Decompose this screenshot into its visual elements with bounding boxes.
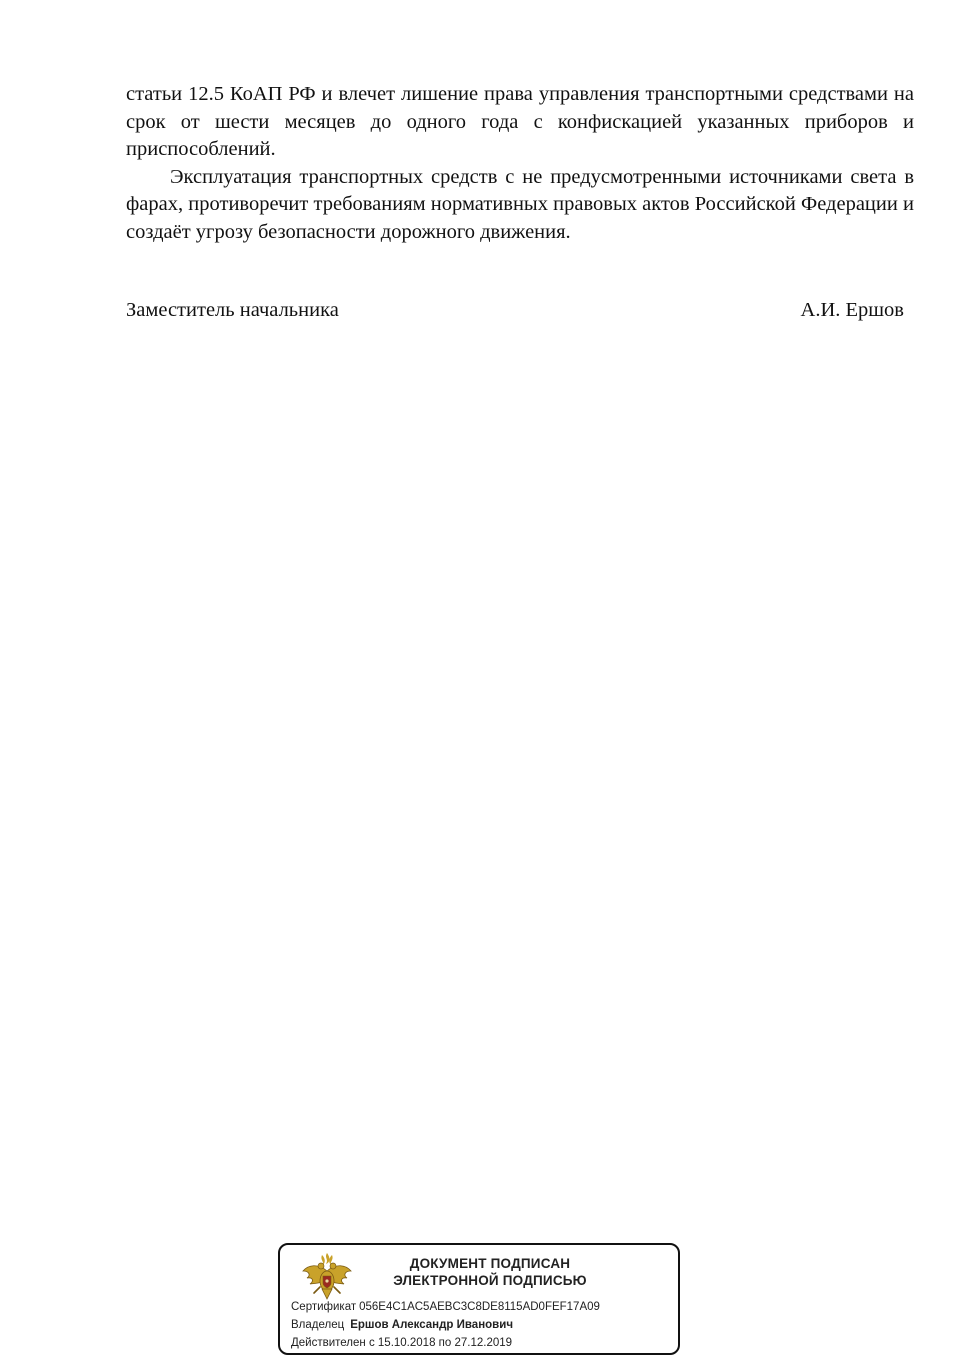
certificate-label: Сертификат xyxy=(291,1301,357,1313)
paragraph-continuation: статьи 12.5 КоАП РФ и влечет лишение права управления транспортными средствами на срок от шести месяцев до одного года с конфискацией указанных приборов и приспособлений. xyxy=(126,83,914,160)
signatory-position: Заместитель начальника xyxy=(126,299,339,321)
signature-block xyxy=(126,297,904,325)
stamp-certificate-line xyxy=(291,1300,600,1314)
double-headed-eagle-emblem-icon xyxy=(300,1251,354,1305)
paragraph-exploitation: Эксплуатация транспортных средств с не предусмотренными источниками света в фарах, противоречит требованиям нормативных правовых актов Российской Федерации и создаёт угрозу безопасности дорожного движения. xyxy=(126,165,914,243)
stamp-title-line-1: ДОКУМЕНТ ПОДПИСАН xyxy=(409,1256,571,1271)
stamp-owner-line xyxy=(291,1318,513,1332)
stamp-validity-line: Действителен с 15.10.2018 по 27.12.2019 xyxy=(291,1337,513,1349)
stamp-title xyxy=(360,1255,620,1289)
signatory-name: А.И. Ершов xyxy=(800,299,904,321)
certificate-value: 056E4C1AC5AEBC3C8DE8115AD0FEF17A09 xyxy=(359,1301,600,1313)
electronic-signature-stamp xyxy=(278,1243,680,1355)
owner-value: Ершов Александр Иванович xyxy=(350,1319,513,1331)
owner-label: Владелец xyxy=(291,1319,345,1331)
stamp-title-line-2: ЭЛЕКТРОННОЙ ПОДПИСЬЮ xyxy=(393,1273,587,1288)
document-body xyxy=(126,81,914,246)
